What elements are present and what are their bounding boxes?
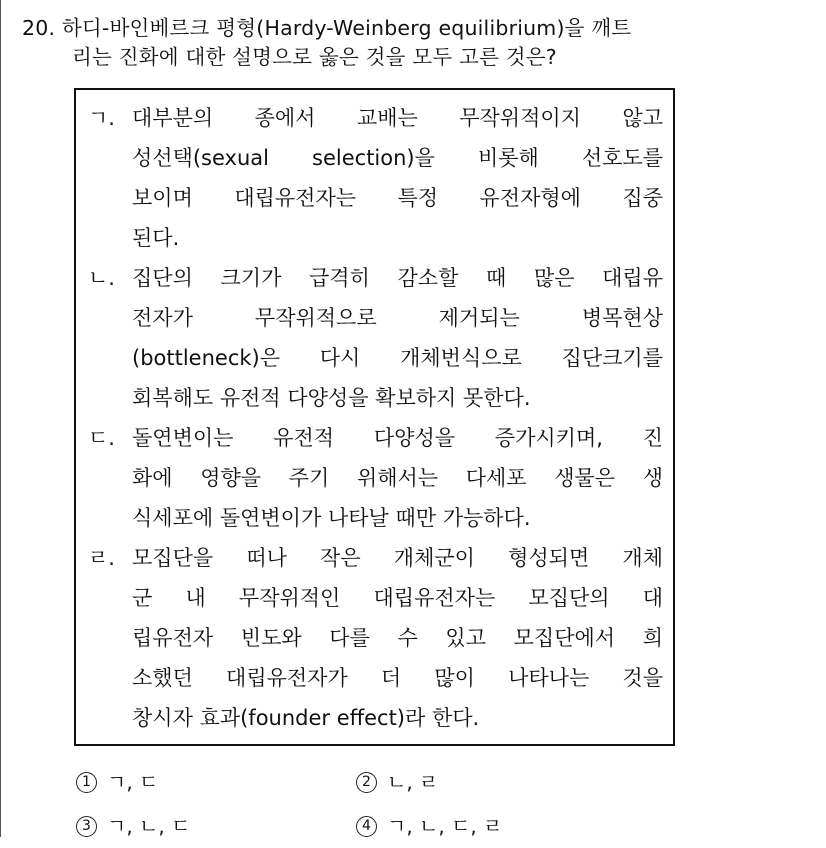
choice-1[interactable] <box>76 760 356 804</box>
statement-line: 회복해도 유전적 다양성을 확보하지 못한다. <box>132 386 531 410</box>
question-text-1: 하디-바인베르크 평형(Hardy-Weinberg equilibrium)을 깨트 <box>61 16 632 40</box>
statement-line: (bottleneck)은 다시 개체번식으로 집단크기를 <box>132 346 663 370</box>
choice-row <box>76 760 676 804</box>
choice-text: ㄴ, ㄹ <box>387 770 439 794</box>
question-stem <box>22 14 802 72</box>
choice-4[interactable] <box>356 804 636 848</box>
answer-choices <box>76 760 676 848</box>
statement-marker: ㄹ. <box>88 546 115 570</box>
statement-line: 집단의 크기가 급격히 감소할 때 많은 대립유 <box>132 266 663 290</box>
statement-line: 된다. <box>132 226 180 250</box>
statement-marker: ㄴ. <box>88 266 115 290</box>
statement-item <box>88 538 663 738</box>
statement-item <box>88 418 663 538</box>
statement-text <box>132 538 663 738</box>
statement-line: 화에 영향을 주기 위해서는 다세포 생물은 생 <box>132 466 663 490</box>
statement-line: 소했던 대립유전자가 더 많이 나타나는 것을 <box>132 666 663 690</box>
statement-item <box>88 98 663 258</box>
choice-number: 1 <box>76 772 97 793</box>
choice-text: ㄱ, ㄴ, ㄷ <box>107 814 191 838</box>
statement-marker: ㄱ. <box>88 106 115 130</box>
statement-text <box>132 418 663 538</box>
choice-row <box>76 804 676 848</box>
choice-2[interactable] <box>356 760 636 804</box>
choice-number: 2 <box>356 772 377 793</box>
choice-3[interactable] <box>76 804 356 848</box>
statement-line: 립유전자 빈도와 다를 수 있고 모집단에서 희 <box>132 626 663 650</box>
question-line-1 <box>22 14 802 43</box>
choice-number: 3 <box>76 816 97 837</box>
statement-line: 식세포에 돌연변이가 나타날 때만 가능하다. <box>132 506 531 530</box>
statement-line: 전자가 무작위적으로 제거되는 병목현상 <box>132 306 663 330</box>
choice-number: 4 <box>356 816 377 837</box>
statement-line: 대부분의 종에서 교배는 무작위적이지 않고 <box>132 106 663 130</box>
statement-line: 모집단을 떠나 작은 개체군이 형성되면 개체 <box>132 546 663 570</box>
statement-item <box>88 258 663 418</box>
question-number: 20. <box>22 16 56 40</box>
question-text-2: 리는 진화에 대한 설명으로 옳은 것을 모두 고른 것은? <box>72 45 557 69</box>
statement-line: 돌연변이는 유전적 다양성을 증가시키며, 진 <box>132 426 663 450</box>
statement-text <box>132 98 663 258</box>
statement-line: 군 내 무작위적인 대립유전자는 모집단의 대 <box>132 586 663 610</box>
statement-marker: ㄷ. <box>88 426 115 450</box>
statement-line: 성선택(sexual selection)을 비롯해 선호도를 <box>132 146 663 170</box>
choice-text: ㄱ, ㄷ <box>107 770 159 794</box>
choice-text: ㄱ, ㄴ, ㄷ, ㄹ <box>387 814 503 838</box>
statements-box <box>74 88 675 746</box>
statement-line: 보이며 대립유전자는 특정 유전자형에 집중 <box>132 186 663 210</box>
statement-text <box>132 258 663 418</box>
statement-line: 창시자 효과(founder effect)라 한다. <box>132 706 480 730</box>
